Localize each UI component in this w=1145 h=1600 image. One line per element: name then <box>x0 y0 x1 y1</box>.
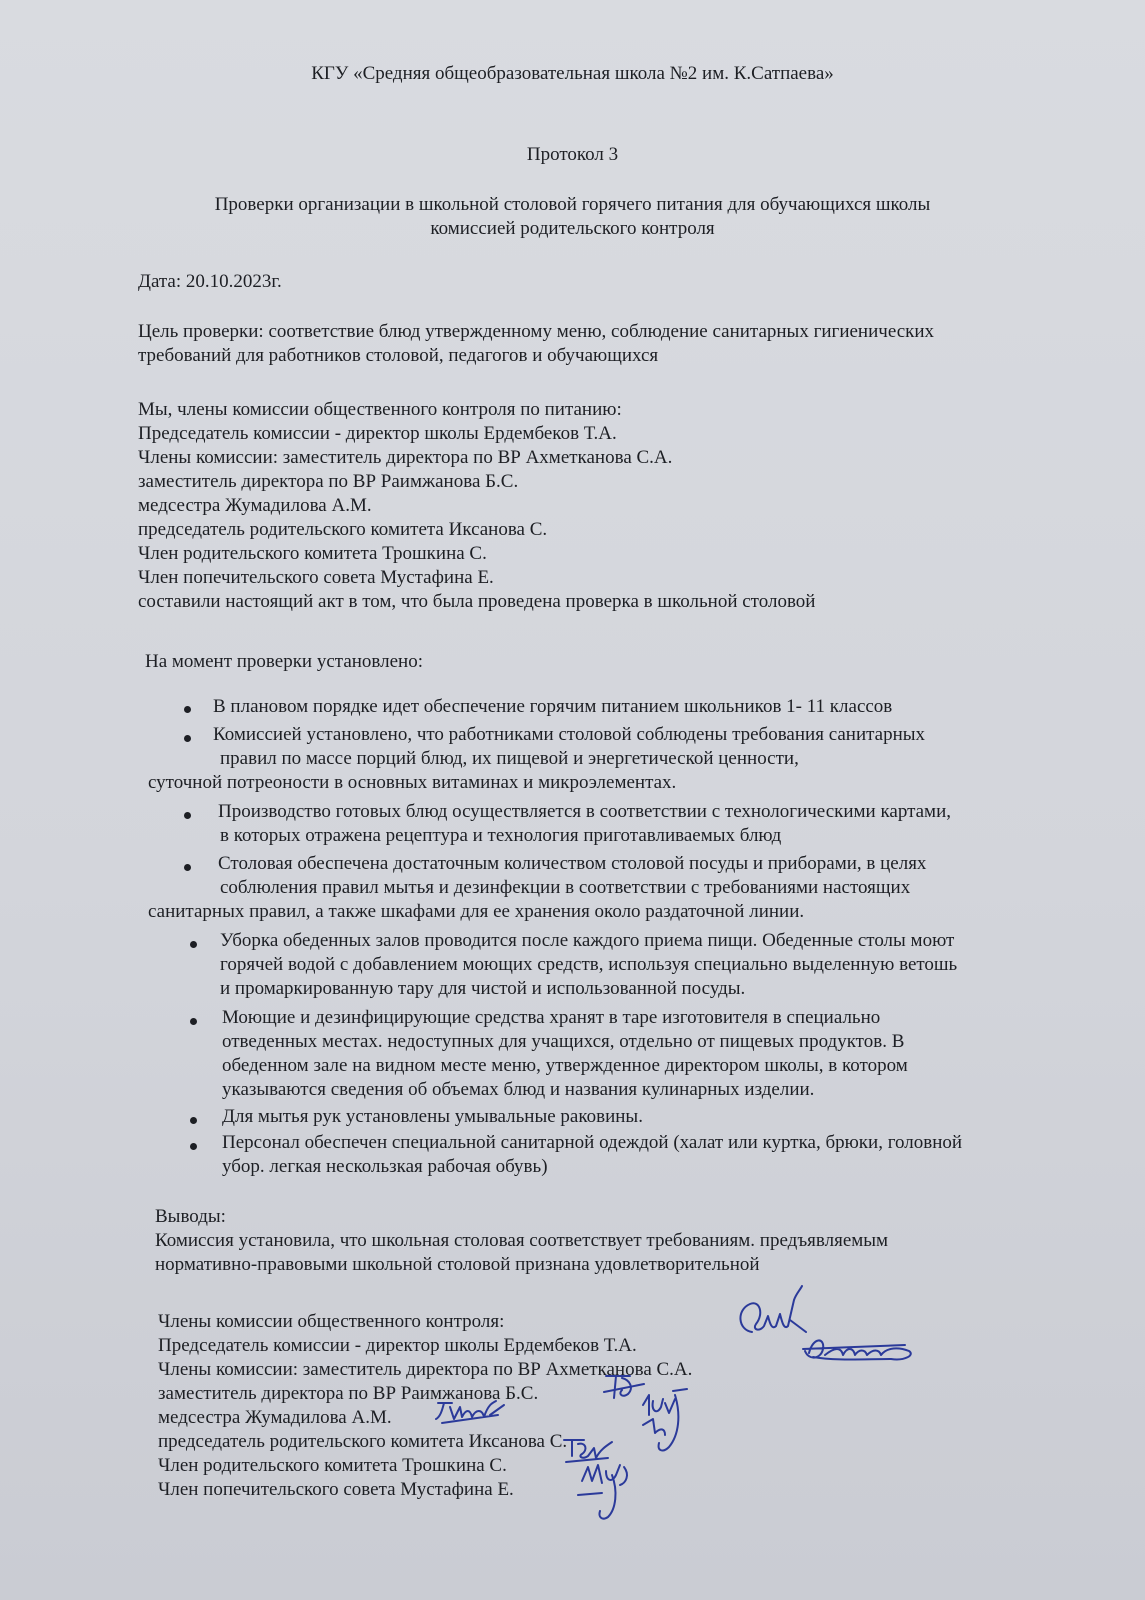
member-line: председатель родительского комитета Иксанова С. <box>138 519 548 540</box>
finding-line: убор. легкая нескользкая рабочая обувь) <box>222 1156 548 1177</box>
finding-line: горячей водой с добавлением моющих средств, используя специально выделенную ветошь <box>220 954 958 975</box>
finding-line: В плановом порядке идет обеспечение горячим питанием школьников 1- 11 классов <box>213 696 893 717</box>
finding-line: и промаркированную тару для чистой и использованной посуды. <box>220 978 746 999</box>
finding-line: Столовая обеспечена достаточным количеством столовой посуды и приборами, в целях <box>218 853 927 874</box>
protocol-subject-line-2: комиссией родительского контроля <box>430 218 715 239</box>
member-line: Член родительского комитета Трошкина С. <box>138 543 487 564</box>
finding-line: суточной потреоности в основных витаминах и микроэлементах. <box>148 772 677 793</box>
signatory-line: медсестра Жумадилова А.М. <box>158 1407 392 1428</box>
finding-line: в которых отражена рецептура и технология приготавливаемых блюд <box>220 825 782 846</box>
protocol-date: Дата: 20.10.2023г. <box>138 271 282 292</box>
bullet-icon <box>190 1143 197 1150</box>
finding-line: Для мытья рук установлены умывальные раковины. <box>222 1106 643 1127</box>
signature-zhumadilova <box>432 1395 507 1425</box>
bullet-icon <box>190 941 197 948</box>
established-heading: На момент проверки установлено: <box>145 651 424 672</box>
conclusions-heading: Выводы: <box>155 1206 226 1227</box>
signatory-line: Член попечительского совета Мустафина Е. <box>158 1479 514 1500</box>
finding-line: Моющие и дезинфицирующие средства хранят в таре изготовителя в специально <box>222 1007 881 1028</box>
protocol-title: Протокол 3 <box>526 144 619 165</box>
member-line: Члены комиссии: заместитель директора по ВР Ахметканова С.А. <box>138 447 673 468</box>
goal-line: требований для работников столовой, педагогов и обучающихся <box>138 345 659 366</box>
protocol-subject-line-1: Проверки организации в школьной столовой горячего питания для обучающихся школы <box>214 194 931 215</box>
finding-line: санитарных правил, а также шкафами для ее хранения около раздаточной линии. <box>148 901 805 922</box>
signatory-line: Члены комиссии общественного контроля: <box>158 1311 505 1332</box>
goal-line: Цель проверки: соответствие блюд утвержденному меню, соблюдение санитарных гигиенических <box>138 321 935 342</box>
member-line: заместитель директора по ВР Раимжанова Б.С. <box>138 471 519 492</box>
bullet-icon <box>184 706 191 713</box>
finding-line: обеденном зале на видном месте меню, утвержденное директором школы, в котором <box>222 1055 908 1076</box>
member-line: Мы, члены комиссии общественного контроля по питанию: <box>138 399 622 420</box>
member-line: медсестра Жумадилова А.М. <box>138 495 372 516</box>
signatory-line: Члены комиссии: заместитель директора по ВР Ахметканова С.А. <box>158 1359 693 1380</box>
signatory-line: председатель родительского комитета Иксанова С. <box>158 1431 568 1452</box>
finding-line: Комиссией установлено, что работниками столовой соблюдены требования санитарных <box>213 724 926 745</box>
member-line: составили настоящий акт в том, что была проведена проверка в школьной столовой <box>138 591 816 612</box>
finding-line: отведенных местах. недоступных для учащихся, отдельно от пищевых продуктов. В <box>222 1031 905 1052</box>
conclusion-line: нормативно-правовыми школьной столовой признана удовлетворительной <box>155 1254 760 1275</box>
finding-line: указываются сведения об объемах блюд и названия кулинарных изделии. <box>222 1079 815 1100</box>
member-line: Председатель комиссии - директор школы Ердембеков Т.А. <box>138 423 617 444</box>
school-name: КГУ «Средняя общеобразовательная школа №2 им. К.Сатпаева» <box>311 63 834 84</box>
bullet-icon <box>184 864 191 871</box>
signatory-line: заместитель директора по ВР Раимжанова Б.С. <box>158 1383 539 1404</box>
signatory-line: Член родительского комитета Трошкина С. <box>158 1455 507 1476</box>
signature-mustafina <box>572 1455 642 1525</box>
finding-line: Персонал обеспечен специальной санитарной одеждой (халат или куртка, брюки, головной <box>222 1132 963 1153</box>
signatory-line: Председатель комиссии - директор школы Ердембеков Т.А. <box>158 1335 637 1356</box>
bullet-icon <box>190 1117 197 1124</box>
finding-line: правил по массе порций блюд, их пищевой и энергетической ценности, <box>220 748 799 769</box>
finding-line: Производство готовых блюд осуществляется в соответствии с технологическими картами, <box>218 801 952 822</box>
bullet-icon <box>184 812 191 819</box>
finding-line: соблюления правил мытья и дезинфекции в соответствии с требованиями настоящих <box>220 877 911 898</box>
signature-akhmetkanova <box>795 1325 920 1370</box>
signature-iksanova <box>635 1385 695 1460</box>
bullet-icon <box>184 735 191 742</box>
bullet-icon <box>190 1018 197 1025</box>
member-line: Член попечительского совета Мустафина Е. <box>138 567 494 588</box>
finding-line: Уборка обеденных залов проводится после каждого приема пищи. Обеденные столы моют <box>220 930 955 951</box>
conclusion-line: Комиссия установила, что школьная столовая соответствует требованиям. предъявляемым <box>155 1230 889 1251</box>
